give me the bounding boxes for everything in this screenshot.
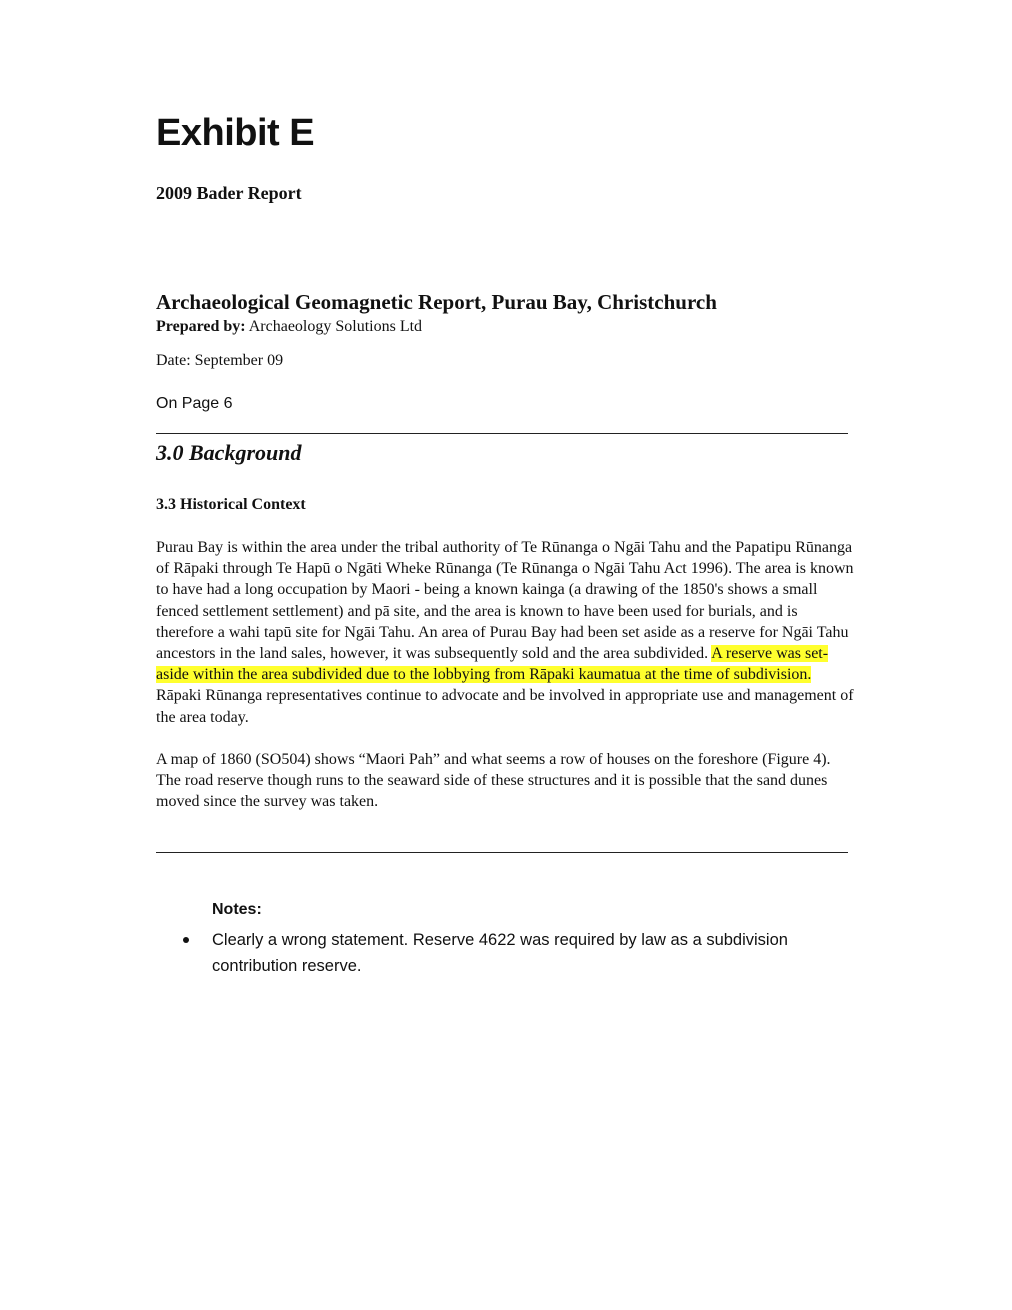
note-text: Clearly a wrong statement. Reserve 4622 was required by law as a subdivision contribution reserve. [212,931,788,975]
prepared-by-label: Prepared by: [156,318,246,335]
paragraph1-text-end: Rāpaki Rūnanga representatives continue to advocate and be involved in appropriate use and management of the area today. [156,687,854,726]
divider-bottom [156,852,848,853]
section-heading: 3.0 Background [156,440,302,465]
subsection-heading: 3.3 Historical Context [156,496,306,513]
paragraph-map: A map of 1860 (SO504) shows “Maori Pah” and what seems a row of houses on the foreshore (Figure 4). The road reserve though runs to the seaward side of these structures and it is possible that the sand dunes moved since the survey was taken. [156,751,831,811]
notes-list [212,927,852,979]
report-title: Archaeological Geomagnetic Report, Purau Bay, Christchurch [156,290,717,314]
notes-heading: Notes: [212,901,262,918]
prepared-by-value: Archaeology Solutions Ltd [245,318,423,335]
paragraph-historical-context [156,537,856,728]
bullet-icon [183,937,189,943]
highlighted-statement: A reserve was set-aside within the area subdivided due to the lobbying from Rāpaki kaumatua at the time of subdivision. [156,645,829,684]
prepared-by [156,318,422,336]
report-date: Date: September 09 [156,352,284,369]
paragraph1-text: Purau Bay is within the area under the tribal authority of Te Rūnanga o Ngāi Tahu and the Papatipu Rūnanga of Rāpaki through Te Hapū o Ngāti Wheke Rūnanga (Te Rūnanga o Ngāi Tahu Act 1996). The area is known to have had a long occupation by Maori - being a known kainga (a drawing of the 1850's shows a small fenced settlement settlement) and pā site, and the area is known to have been used for burials, and is therefore a wahi tapū site for Ngāi Tahu. An area of Purau Bay had been set aside as a reserve for Ngāi Tahu ancestors in the land sales, however, it was subsequently sold and the area subdivided. [156,539,854,663]
exhibit-subtitle: 2009 Bader Report [156,183,302,203]
exhibit-title: Exhibit E [156,112,315,154]
divider-top [156,433,848,434]
page-reference: On Page 6 [156,395,233,412]
note-item [212,927,852,979]
